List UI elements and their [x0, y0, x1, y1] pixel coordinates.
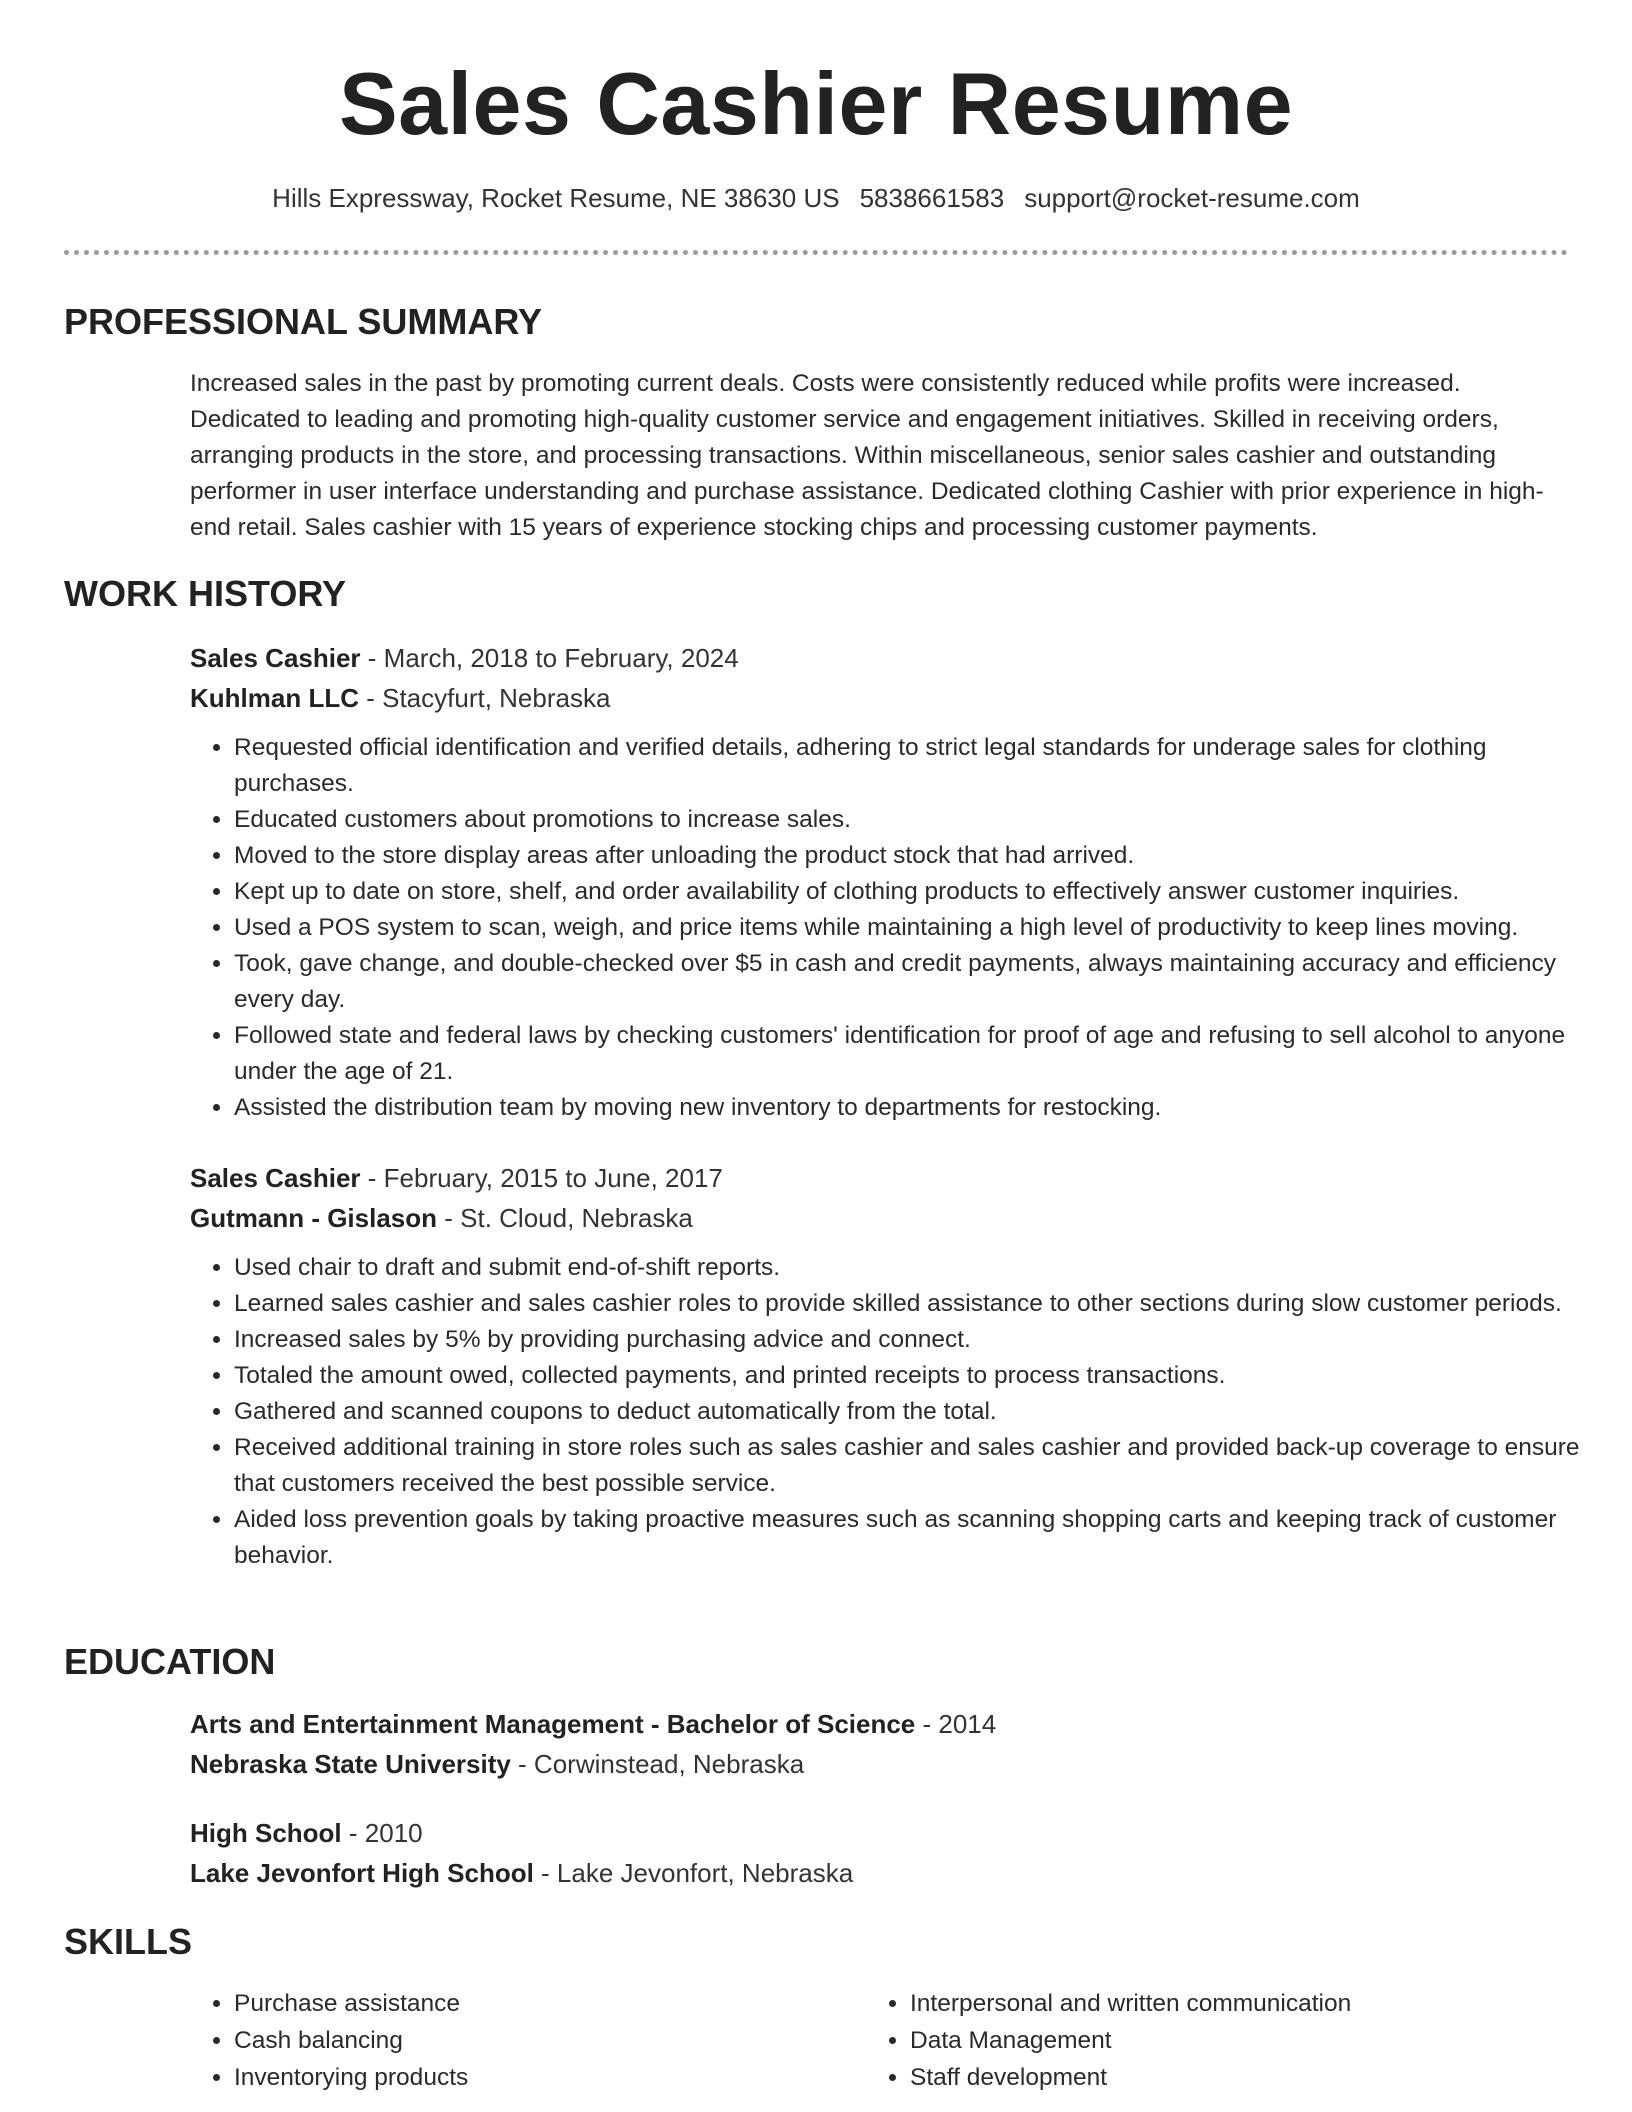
list-item: • Took, gave change, and double-checked over $5 in cash and credit payments, always maintaining accuracy and efficiency every day.: [234, 946, 1580, 1018]
job-location: - St. Cloud, Nebraska: [437, 1203, 693, 1233]
education-entry: [190, 1813, 1580, 1893]
list-item: • Gathered and scanned coupons to deduct automatically from the total.: [234, 1394, 1580, 1430]
education-school: Nebraska State University: [190, 1749, 511, 1779]
education-school-line: [190, 1744, 1580, 1784]
job-company: Kuhlman LLC: [190, 683, 359, 713]
job-role: Sales Cashier: [190, 1163, 361, 1193]
job-dates: - February, 2015 to June, 2017: [360, 1163, 723, 1193]
skills-column-left: [190, 1985, 830, 2096]
list-item: • Aided loss prevention goals by taking proactive measures such as scanning shopping carts and keeping track of customer behavior.: [234, 1502, 1580, 1574]
education-school: Lake Jevonfort High School: [190, 1858, 534, 1888]
list-item: • Moved to the store display areas after unloading the product stock that had arrived.: [234, 838, 1580, 874]
job-role: Sales Cashier: [190, 643, 361, 673]
list-item: • Kept up to date on store, shelf, and order availability of clothing products to effectively answer customer inquiries.: [234, 874, 1580, 910]
section-title-education: EDUCATION: [64, 1641, 276, 1682]
list-item: • Used chair to draft and submit end-of-shift reports.: [234, 1250, 1580, 1286]
education-location: - Corwinstead, Nebraska: [510, 1749, 805, 1779]
job-entry: [190, 638, 1580, 1126]
job-entry: [190, 1158, 1580, 1574]
list-item: • Learned sales cashier and sales cashier roles to provide skilled assistance to other sections during slow customer periods.: [234, 1286, 1580, 1322]
job-dates: - March, 2018 to February, 2024: [360, 643, 739, 673]
list-item: • Increased sales by 5% by providing purchasing advice and connect.: [234, 1322, 1580, 1358]
education-degree-line: [190, 1813, 1580, 1853]
list-item: • Cash balancing: [234, 2022, 830, 2059]
header-divider: [64, 250, 1568, 255]
list-item: • Followed state and federal laws by checking customers' identification for proof of age and refusing to sell alcohol to anyone under the age of 21.: [234, 1018, 1580, 1090]
list-item: • Received additional training in store roles such as sales cashier and sales cashier and provided back-up coverage to ensure that customers received the best possible service.: [234, 1430, 1580, 1502]
section-title-summary: PROFESSIONAL SUMMARY: [64, 301, 543, 342]
skills-list: [190, 1985, 830, 2096]
list-item: • Used a POS system to scan, weigh, and price items while maintaining a high level of productivity to keep lines moving.: [234, 910, 1580, 946]
education-degree: High School: [190, 1818, 342, 1848]
skills-column-right: [866, 1985, 1506, 2096]
contact-email: support@rocket-resume.com: [1024, 183, 1360, 213]
job-location: - Stacyfurt, Nebraska: [359, 683, 611, 713]
job-duties-list: [190, 1250, 1580, 1574]
list-item: • Requested official identification and verified details, adhering to strict legal standards for underage sales for clothing purchases.: [234, 730, 1580, 802]
contact-address: Hills Expressway, Rocket Resume, NE 38630 US: [272, 183, 840, 213]
job-duties-list: [190, 730, 1580, 1126]
education-location: - Lake Jevonfort, Nebraska: [533, 1858, 854, 1888]
skills-list: [866, 1985, 1506, 2096]
list-item: • Data Management: [910, 2022, 1506, 2059]
list-item: • Interpersonal and written communication: [910, 1985, 1506, 2022]
education-year: - 2014: [915, 1709, 997, 1739]
contact-line: [0, 180, 1632, 216]
list-item: • Staff development: [910, 2059, 1506, 2096]
resume-title: Sales Cashier Resume: [338, 54, 1294, 153]
job-company: Gutmann - Gislason: [190, 1203, 438, 1233]
job-title-line: [190, 1158, 1580, 1198]
contact-phone: 5838661583: [859, 183, 1005, 213]
education-school-line: [190, 1853, 1580, 1893]
section-title-work-history: WORK HISTORY: [64, 573, 347, 614]
list-item: • Inventorying products: [234, 2059, 830, 2096]
education-year: - 2010: [341, 1818, 423, 1848]
summary-text: Increased sales in the past by promoting current deals. Costs were consistently reduced while profits were increased. Dedicated to leading and promoting high-quality customer service and engagement initiatives. Skilled in receiving orders, arranging products in the store, and processing transactions. Within miscellaneous, senior sales cashier and outstanding performer in user interface understanding and purchase assistance. Dedicated clothing Cashier with prior experience in high-end retail. Sales cashier with 15 years of experience stocking chips and processing customer payments.: [190, 370, 1544, 541]
education-entry: [190, 1704, 1580, 1784]
list-item: • Assisted the distribution team by moving new inventory to departments for restocking.: [234, 1090, 1580, 1126]
job-title-line: [190, 638, 1580, 678]
education-degree: Arts and Entertainment Management - Bachelor of Science: [190, 1709, 916, 1739]
job-company-line: [190, 1198, 1580, 1238]
list-item: • Purchase assistance: [234, 1985, 830, 2022]
list-item: • Totaled the amount owed, collected payments, and printed receipts to process transactions.: [234, 1358, 1580, 1394]
section-title-skills: SKILLS: [64, 1921, 193, 1962]
list-item: • Educated customers about promotions to increase sales.: [234, 802, 1580, 838]
job-company-line: [190, 678, 1580, 718]
education-degree-line: [190, 1704, 1580, 1744]
